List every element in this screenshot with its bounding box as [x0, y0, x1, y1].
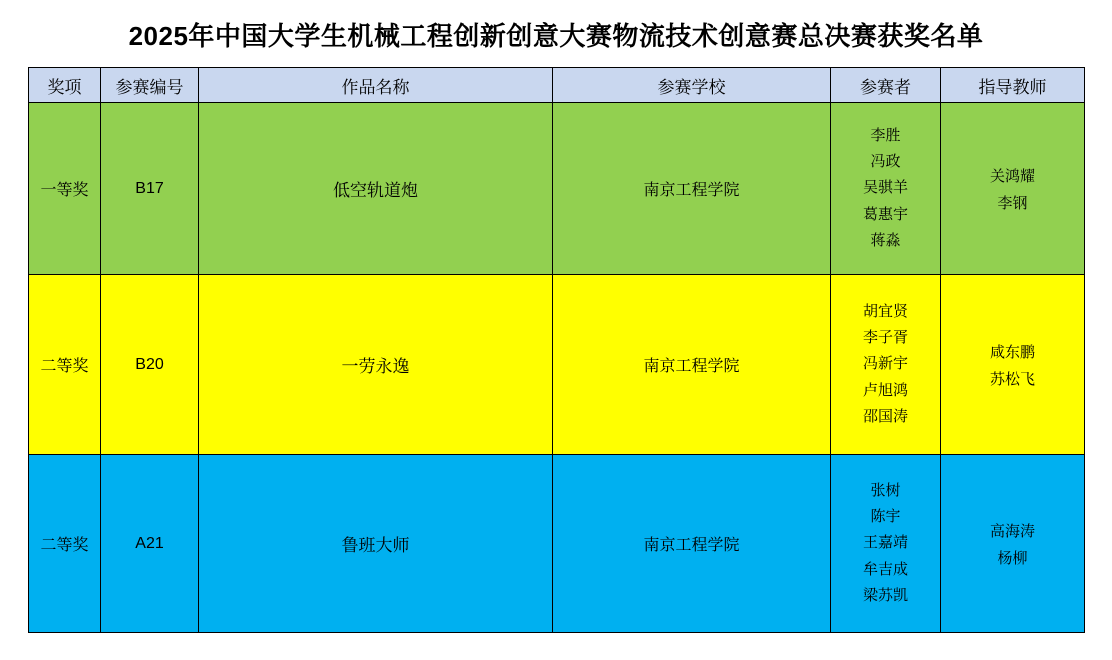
- participant-name: 蒋淼: [870, 231, 901, 249]
- column-header-award: 奖项: [29, 68, 101, 103]
- participant-list: [831, 293, 940, 436]
- table-container: [0, 67, 1112, 633]
- cell-advisors: [941, 275, 1085, 455]
- advisor-name: 关鸿耀: [989, 168, 1035, 186]
- cell-award: 一等奖: [29, 103, 101, 275]
- participant-name: 李子胥: [862, 329, 908, 347]
- participant-list: [831, 117, 940, 260]
- cell-award: 二等奖: [29, 275, 101, 455]
- cell-work-name: 低空轨道炮: [199, 103, 553, 275]
- participant-name: 吴骐羊: [862, 179, 908, 197]
- table-row: [29, 103, 1085, 275]
- table-body: [29, 103, 1085, 633]
- column-header-participants: 参赛者: [831, 68, 941, 103]
- table-row: [29, 455, 1085, 633]
- participant-name: 牟吉成: [862, 560, 908, 578]
- cell-code: B17: [101, 103, 199, 275]
- column-header-work-name: 作品名称: [199, 68, 553, 103]
- cell-advisors: [941, 455, 1085, 633]
- advisor-list: [941, 154, 1084, 223]
- advisor-list: [941, 330, 1084, 399]
- cell-award: 二等奖: [29, 455, 101, 633]
- column-header-advisors: 指导教师: [941, 68, 1085, 103]
- cell-school: 南京工程学院: [553, 275, 831, 455]
- advisor-name: 李钢: [997, 194, 1028, 212]
- participant-name: 胡宜贤: [862, 302, 908, 320]
- table-header: [29, 68, 1085, 103]
- participant-name: 梁苏凯: [862, 586, 908, 604]
- award-list-table: [28, 67, 1085, 633]
- table-row: [29, 275, 1085, 455]
- participant-name: 张树: [870, 481, 901, 499]
- advisor-name: 高海涛: [989, 523, 1035, 541]
- advisor-name: 杨柳: [997, 549, 1028, 567]
- participant-name: 陈宇: [870, 508, 901, 526]
- column-header-code: 参赛编号: [101, 68, 199, 103]
- participant-name: 冯政: [870, 153, 901, 171]
- participant-list: [831, 472, 940, 615]
- participant-name: 冯新宇: [862, 355, 908, 373]
- participant-name: 葛惠宇: [862, 205, 908, 223]
- cell-code: A21: [101, 455, 199, 633]
- cell-work-name: 一劳永逸: [199, 275, 553, 455]
- cell-code: B20: [101, 275, 199, 455]
- cell-participants: [831, 103, 941, 275]
- advisor-name: 咸东鹏: [989, 344, 1035, 362]
- advisor-list: [941, 509, 1084, 578]
- cell-school: 南京工程学院: [553, 103, 831, 275]
- cell-participants: [831, 275, 941, 455]
- participant-name: 卢旭鸿: [862, 381, 908, 399]
- participant-name: 王嘉靖: [862, 534, 908, 552]
- cell-work-name: 鲁班大师: [199, 455, 553, 633]
- participant-name: 李胜: [870, 126, 901, 144]
- column-header-school: 参赛学校: [553, 68, 831, 103]
- cell-participants: [831, 455, 941, 633]
- cell-school: 南京工程学院: [553, 455, 831, 633]
- advisor-name: 苏松飞: [989, 370, 1035, 388]
- participant-name: 邵国涛: [862, 407, 908, 425]
- cell-advisors: [941, 103, 1085, 275]
- table-header-row: [29, 68, 1085, 103]
- page-title: 2025年中国大学生机械工程创新创意大赛物流技术创意赛总决赛获奖名单: [128, 21, 984, 51]
